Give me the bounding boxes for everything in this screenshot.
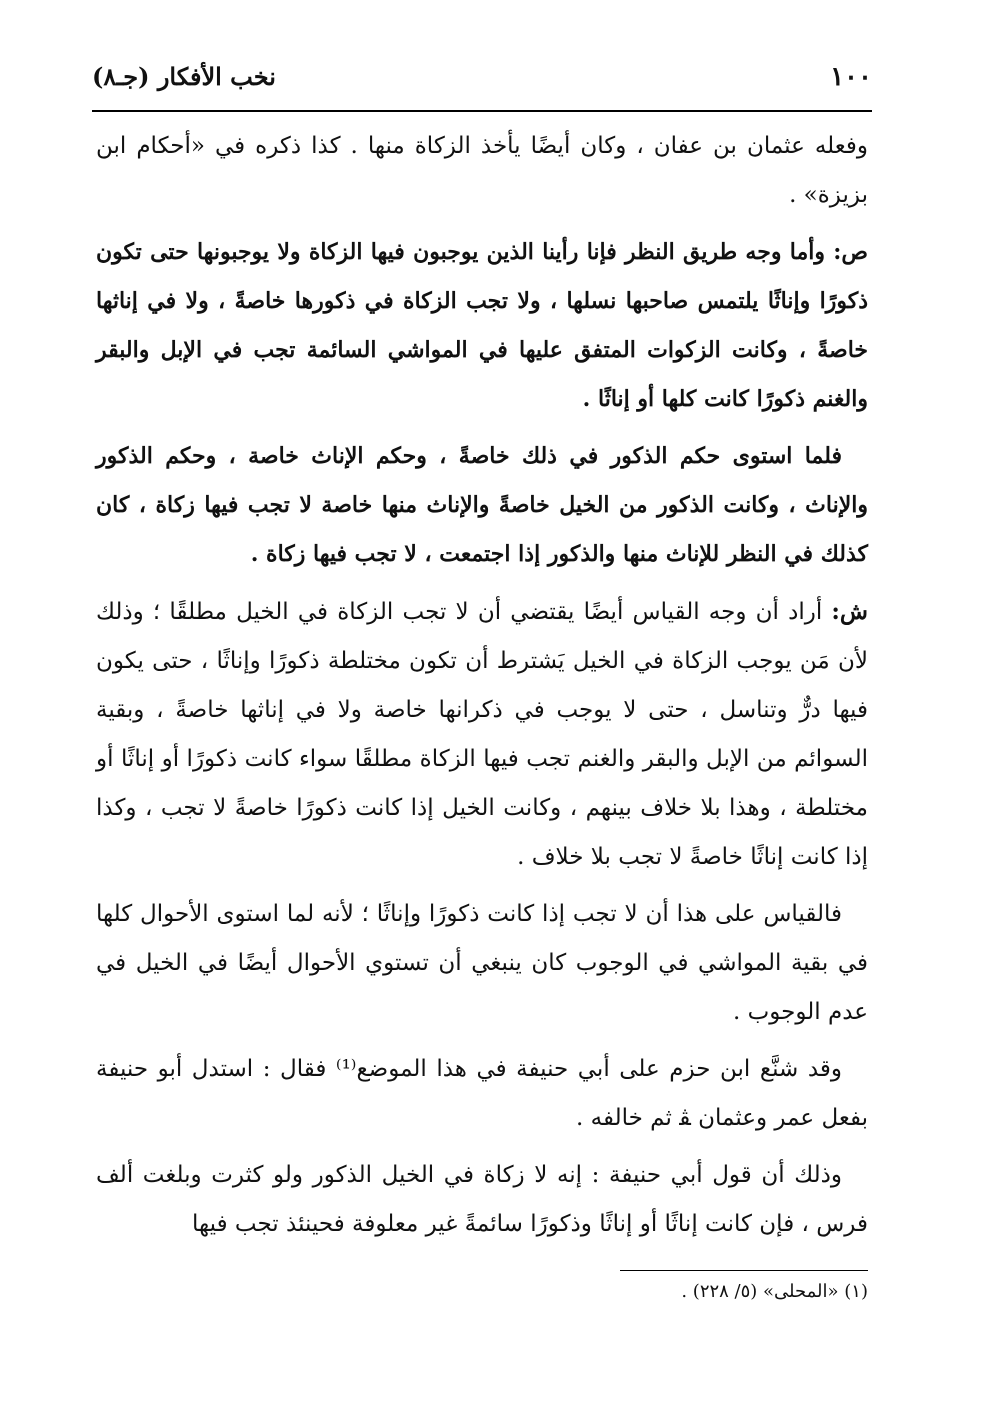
paragraph-matn [96, 228, 868, 424]
paragraph-text: وقد شنَّع ابن حزم على أبي حنيفة في هذا الموضع⁽¹⁾ فقال : استدل أبو حنيفة بفعل عمر وعثمان ﭭ ثم خالفه . [96, 1056, 868, 1131]
paragraph-continuation [96, 122, 868, 220]
sharh-marker: ش: [831, 598, 868, 625]
matn-marker: ص: [833, 239, 868, 265]
paragraph-text: وفعله عثمان بن عفان ، وكان أيضًا يأخذ الزكاة منها . كذا ذكره في «أحكام ابن بزيزة» . [96, 133, 868, 208]
paragraph-text: أراد أن وجه القياس أيضًا يقتضي أن لا تجب الزكاة في الخيل مطلقًا ؛ وذلك لأن مَن يوجب الزكاة في الخيل يَشترط أن تكون مختلطة ذكورًا وإناثًا ، حتى يكون فيها درٌّ وتناسل ، حتى لا يوجب في ذكرانها خاصة ولا في إناثها خاصةً ، وبقية السوائم من الإبل والبقر والغنم تجب فيها الزكاة مطلقًا سواء كانت ذكورًا أو إناثًا أو مختلطة ، وهذا بلا خلاف بينهم ، وكانت الخيل إذا كانت ذكورًا خاصةً لا تجب ، وكذا إذا كانت إناثًا خاصةً لا تجب بلا خلاف . [96, 599, 868, 870]
paragraph-matn [96, 432, 868, 579]
page-header [92, 62, 872, 102]
paragraph [96, 1151, 868, 1249]
paragraph-text: وذلك أن قول أبي حنيفة : إنه لا زكاة في الخيل الذكور ولو كثرت وبلغت ألف فرس ، فإن كانت إناثًا أو إناثًا وذكورًا سائمةً غير معلوفة فحينئذ تجب فيها [96, 1162, 868, 1237]
page-body [96, 122, 868, 1257]
paragraph-text: فالقياس على هذا أن لا تجب إذا كانت ذكورًا وإناثًا ؛ لأنه لما استوى الأحوال كلها في بقية المواشي في الوجوب كان ينبغي أن تستوي الأحوال أيضًا في الخيل في عدم الوجوب . [96, 901, 868, 1025]
paragraph [96, 1045, 868, 1143]
paragraph-text: فلما استوى حكم الذكور في ذلك خاصةً ، وحكم الإناث خاصة ، وحكم الذكور والإناث ، وكانت الذكور من الخيل خاصةً والإناث منها خاصة لا تجب فيها زكاة ، كان كذلك في النظر للإناث منها والذكور إذا اجتمعت ، لا تجب فيها زكاة . [96, 443, 868, 567]
footnote: (١) «المحلى» (٥/ ٢٢٨) . [681, 1281, 868, 1302]
paragraph-sharh [96, 587, 868, 882]
running-title: نخب الأفكار (جـ٨) [92, 62, 276, 91]
page-number: ١٠٠ [830, 62, 872, 92]
footnote-divider [620, 1270, 868, 1271]
paragraph [96, 890, 868, 1037]
paragraph-text: وأما وجه طريق النظر فإنا رأينا الذين يوجبون فيها الزكاة ولا يوجبونها حتى تكون ذكورًا وإناثًا يلتمس صاحبها نسلها ، ولا تجب الزكاة في ذكورها خاصةً ، ولا في إناثها خاصةً ، وكانت الزكوات المتفق عليها في المواشي السائمة تجب في الإبل والبقر والغنم ذكورًا كانت كلها أو إناثًا . [96, 239, 868, 412]
header-divider [92, 110, 872, 112]
